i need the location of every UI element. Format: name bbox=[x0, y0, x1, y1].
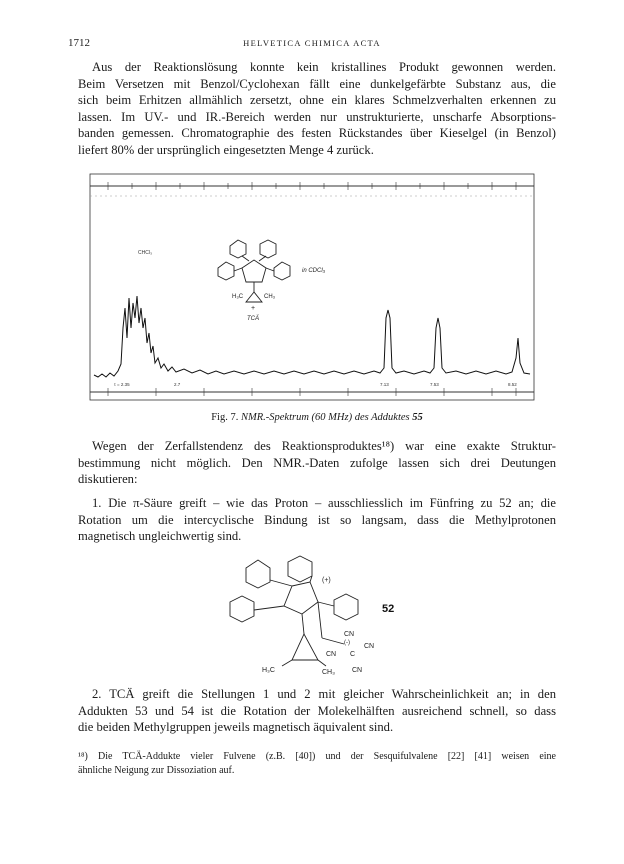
journal-name: HELVETICA CHIMICA ACTA bbox=[243, 38, 381, 48]
text-line: magnetisch ungleichwertig sind. bbox=[78, 529, 242, 544]
paragraph-1 bbox=[78, 59, 556, 159]
text-line: die beiden Methylgruppen jeweils magnetisch äquivalent sind. bbox=[78, 720, 394, 735]
page-header bbox=[68, 37, 556, 53]
phenyl-ring bbox=[288, 556, 312, 582]
three-ring bbox=[246, 292, 262, 302]
paragraph-3 bbox=[78, 495, 556, 545]
tau-label: 7.13 bbox=[380, 382, 389, 387]
text-line: lassen. Im UV.- und IR.-Bereich werden nur unstrukturierte, unscharfe Absorptions- bbox=[78, 109, 556, 124]
solvent-label: in CDCl₃ bbox=[302, 268, 326, 274]
phenyl-ring bbox=[230, 240, 246, 258]
caption-ref: 55 bbox=[412, 412, 423, 423]
nmr-spectrum-figure bbox=[84, 168, 542, 408]
text-line: banden gemessen. Chromatographie des festen Rückstandes über Kieselgel (in Benzol) bbox=[78, 126, 556, 141]
cn-label: CN bbox=[326, 651, 337, 658]
tau-label: 2.7 bbox=[174, 382, 181, 387]
h3c-label: H₃C bbox=[262, 667, 275, 674]
phenyl-ring bbox=[246, 560, 270, 588]
footnote bbox=[78, 750, 556, 777]
tau-label: 8.52 bbox=[508, 382, 517, 387]
text-line: bestimmung nicht möglich. Den NMR.-Daten zufolge lassen sich drei Deutungen bbox=[78, 455, 556, 470]
tca-label: TCÄ bbox=[247, 316, 259, 322]
tau-label: 7.53 bbox=[430, 382, 439, 387]
five-ring bbox=[242, 260, 266, 282]
page-number: 1712 bbox=[68, 37, 90, 49]
ch3-label: CH₃ bbox=[264, 294, 276, 300]
paragraph-2 bbox=[78, 438, 556, 488]
compound-number: 52 bbox=[382, 603, 395, 615]
charge-label: (-) bbox=[344, 640, 350, 646]
phenyl-ring bbox=[230, 596, 254, 622]
chcl3-label: CHCl₃ bbox=[138, 250, 152, 256]
caption-prefix: Fig. 7. bbox=[211, 412, 239, 423]
spectrum-trace bbox=[94, 296, 530, 377]
tau-label: τ = 2.35 bbox=[114, 382, 130, 387]
figure-caption bbox=[78, 412, 556, 423]
plus-label: (+) bbox=[322, 577, 331, 584]
phenyl-ring bbox=[218, 262, 234, 280]
phenyl-ring bbox=[260, 240, 276, 258]
three-ring bbox=[292, 634, 318, 660]
text-line: Addukten 53 und 54 ist die Rotation der Molekelhälften ausreichend schnell, so dass bbox=[78, 703, 556, 718]
text-line: Wegen der Zerfallstendenz des Reaktionsproduktes¹⁸) war eine exakte Struktur- bbox=[92, 439, 556, 453]
cn-label: CN bbox=[344, 631, 355, 638]
text-line: 1. Die π-Säure greift – wie das Proton – ausschliesslich im Fünfring zu 52 an; die bbox=[92, 496, 556, 510]
caption-text: NMR.-Spektrum (60 MHz) des Adduktes bbox=[240, 412, 410, 423]
ch3-label: CH₃ bbox=[322, 669, 335, 676]
footnote-line: ¹⁸) Die TCÄ-Addukte vieler Fulvene (z.B. [40]) und der Sesquifulvalene [22] [41] weisen eine bbox=[78, 751, 556, 762]
carbon-label: C bbox=[350, 651, 356, 658]
five-ring bbox=[284, 582, 318, 614]
cn-label: CN bbox=[352, 667, 363, 674]
cn-label: CN bbox=[364, 643, 375, 650]
phenyl-ring bbox=[334, 594, 358, 620]
tetraphenylfulvene-structure bbox=[218, 240, 290, 302]
plus-sign: + bbox=[251, 305, 256, 312]
spectrum-frame bbox=[90, 174, 534, 400]
h3c-label: H₃C bbox=[232, 294, 244, 300]
text-line: Aus der Reaktionslösung konnte kein kristallines Produkt gewonnen werden. bbox=[92, 60, 556, 74]
text-line: liefert 80% der ursprünglich eingesetzten Menge 4 zurück. bbox=[78, 142, 374, 157]
text-line: 2. TCÄ greift die Stellungen 1 und 2 mit gleicher Wahrscheinlichkeit an; in den bbox=[92, 687, 556, 701]
text-line: Rotation um die intercyclische Bindung ist so langsam, dass die Methylprotonen bbox=[78, 512, 556, 527]
text-line: Beim Versetzen mit Benzol/Cyclohexan fällt eine dunkelgefärbte Substanz aus, die bbox=[78, 76, 556, 91]
paragraph-4 bbox=[78, 686, 556, 736]
structure-52-diagram bbox=[226, 552, 426, 682]
footnote-line: ähnliche Neigung zur Dissoziation auf. bbox=[78, 764, 235, 776]
phenyl-ring bbox=[274, 262, 290, 280]
text-line: diskutieren: bbox=[78, 472, 138, 487]
text-line: sich beim Erhitzen allmählich zersetzt, ohne ein klares Schmelzverhalten erkennen zu bbox=[78, 93, 556, 108]
